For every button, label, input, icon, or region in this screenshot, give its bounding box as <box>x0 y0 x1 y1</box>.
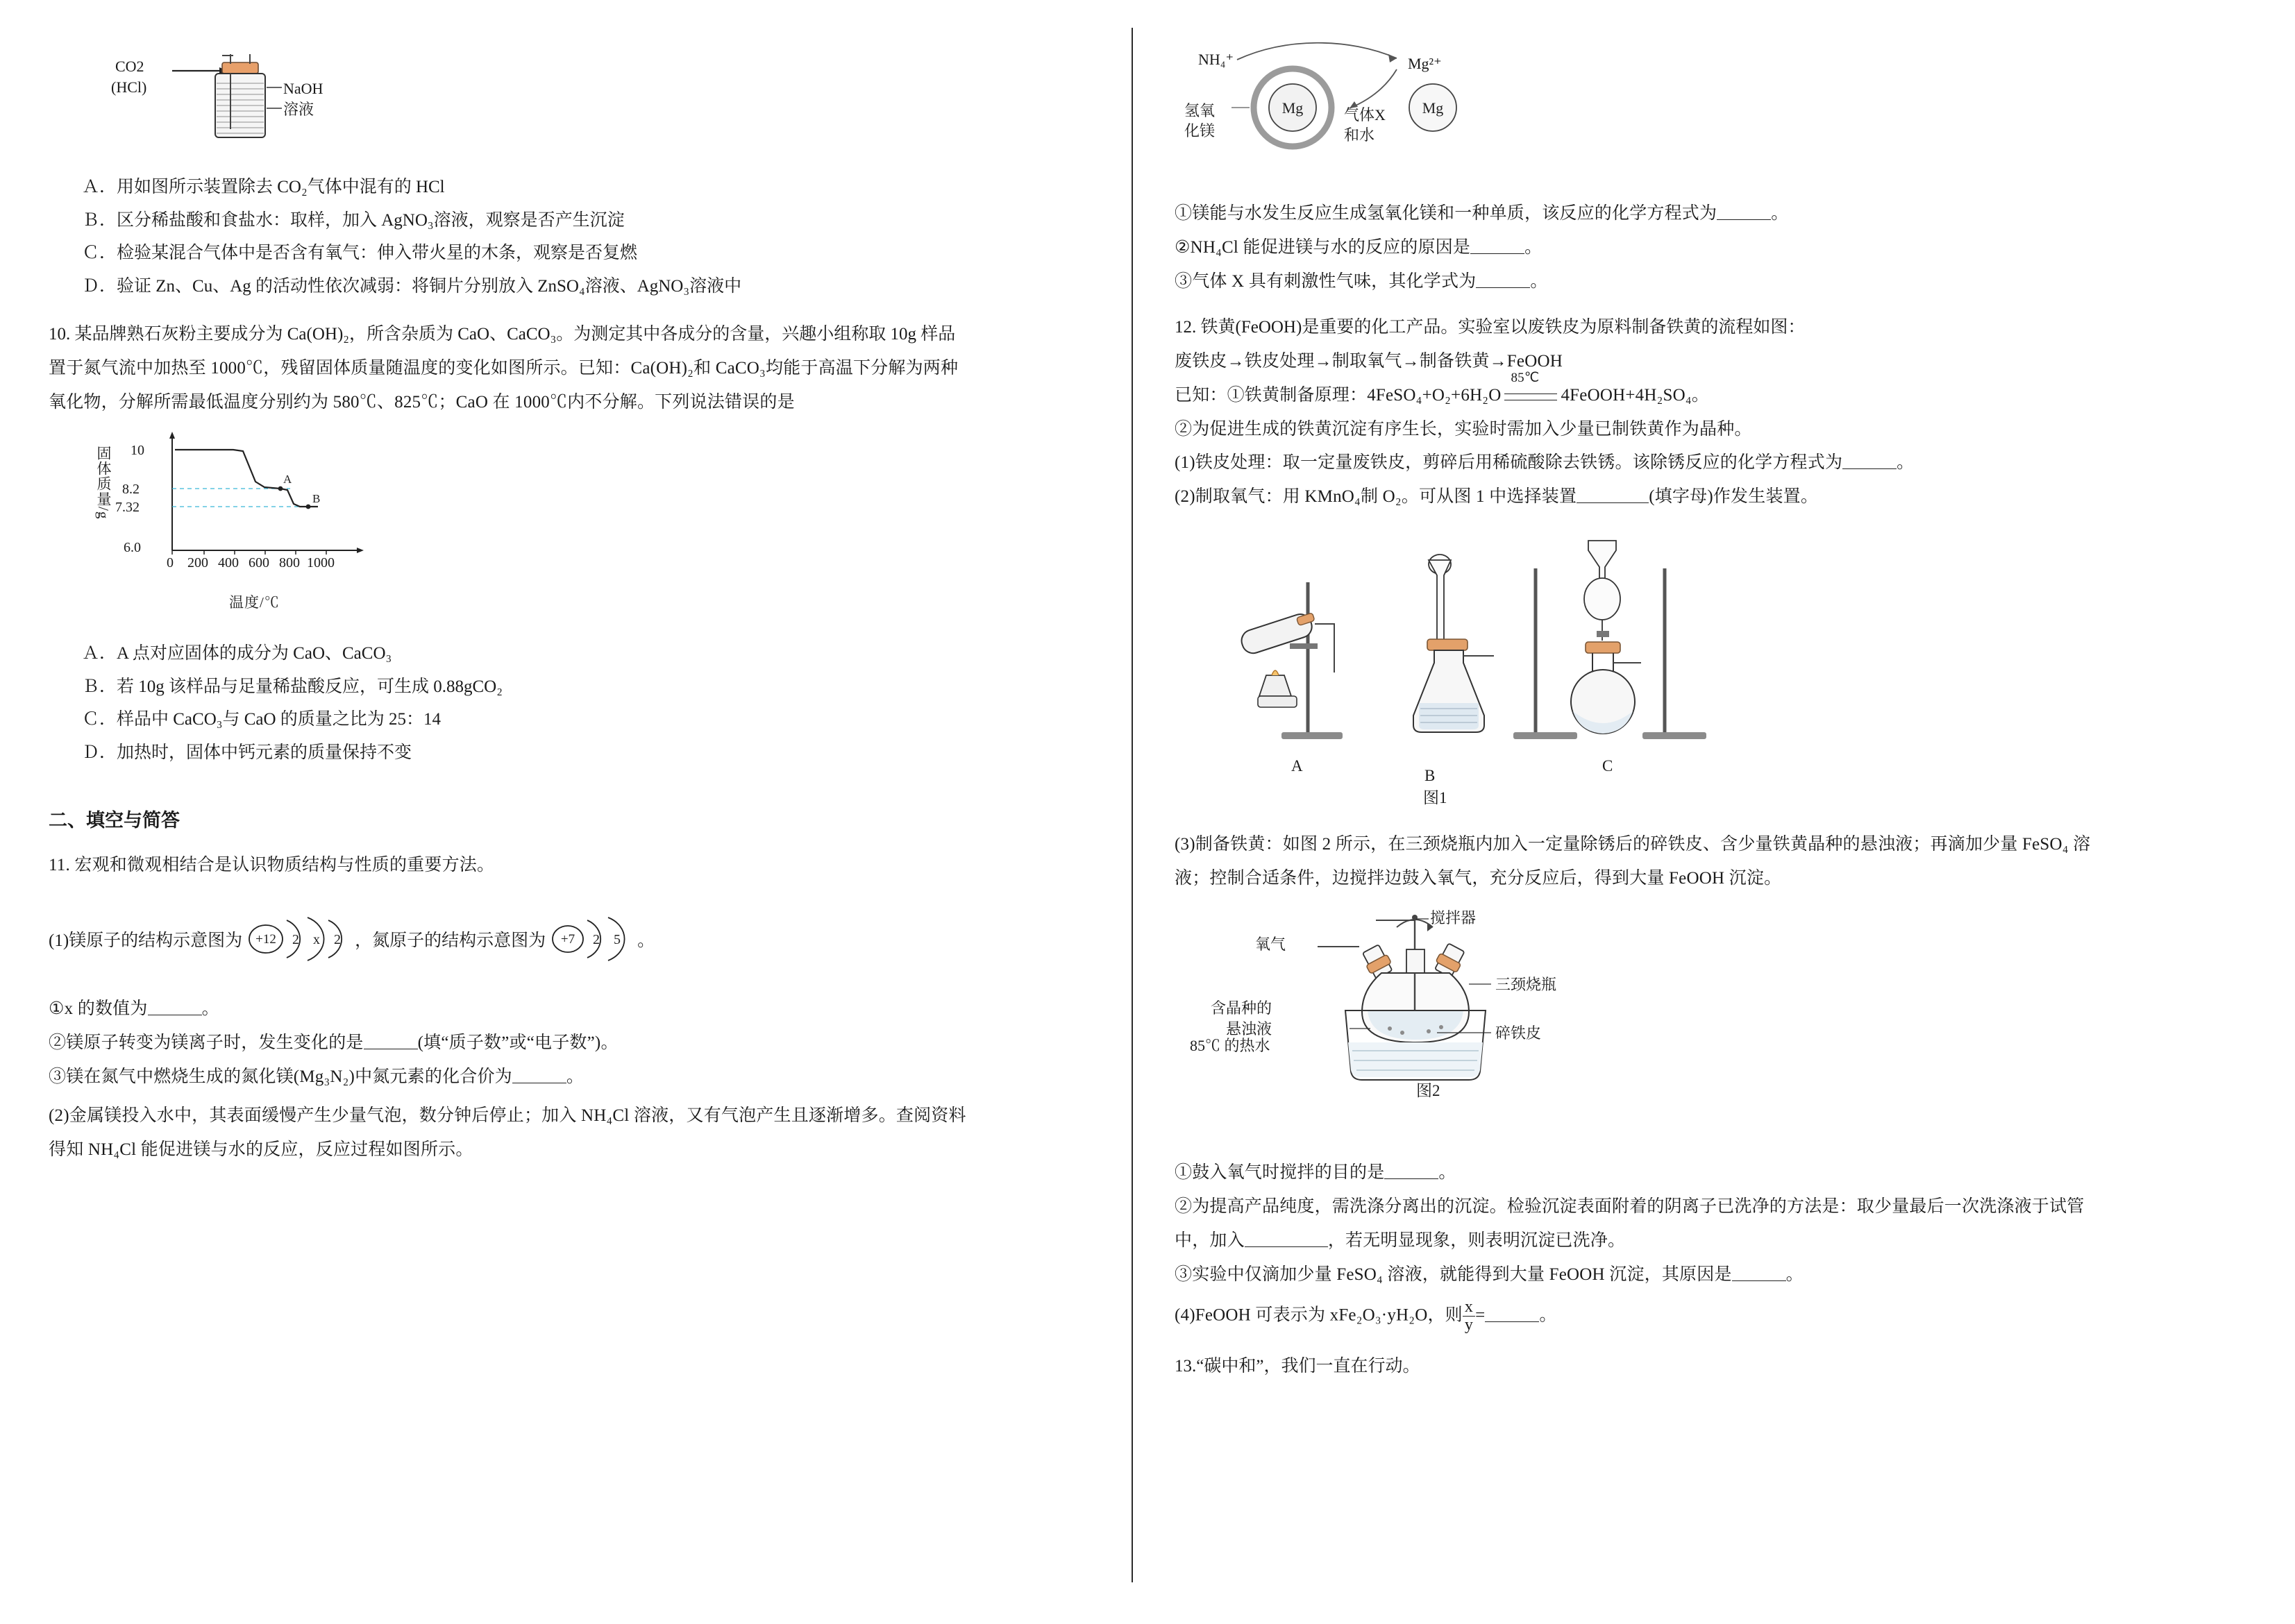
chart-ytick-8-2: 8.2 <box>122 482 140 498</box>
q11-sub1-blank[interactable] <box>148 997 202 1015</box>
q12-step2 <box>1175 480 2246 514</box>
chart-xtick-200: 200 <box>187 555 208 571</box>
label-co2: CO2 <box>115 58 144 75</box>
figure-three-neck-flask <box>1175 906 2246 1135</box>
label-mg-ion: Mg²⁺ <box>1408 55 1442 72</box>
q11-p2-line2: 得知 NH₄Cl 能促进镁与水的反应，反应过程如图所示。 <box>49 1140 473 1159</box>
q11-right-sub1-end: 。 <box>1771 204 1789 223</box>
q10-option-a: Ａ．A 点对应固体的成分为 CaO、CaCO₃ <box>82 644 392 663</box>
label-solution: 溶液 <box>283 101 314 118</box>
figure-mg-reaction <box>1175 42 2246 187</box>
svg-text:2: 2 <box>334 932 342 947</box>
label-magnesium-hydroxide: 氢氧 化镁 <box>1184 102 1216 139</box>
q9-option-a: Ａ．用如图所示装置除去 CO₂气体中混有的 HCl <box>82 178 445 196</box>
q11-right-sub1-blank[interactable] <box>1717 202 1771 220</box>
q12-known2: ②为促进生成的铁黄沉淀有序生长，实验时需加入少量已制铁黄作为晶种。 <box>1175 419 1752 439</box>
q12-sub2-line1: ②为提高产品纯度，需洗涤分离出的沉淀。检验沉淀表面附着的阴离子已洗净的方法是：取少量最后一次洗涤液于试管 <box>1175 1197 2085 1216</box>
q11-right-sub3-blank[interactable] <box>1476 270 1530 288</box>
chart-xtick-800: 800 <box>279 555 300 571</box>
q11-atom-diagram-row <box>49 901 1083 977</box>
q11-sub1 <box>49 992 1083 1026</box>
right-column <box>1133 0 2295 1624</box>
figure-gas-washing-bottle <box>111 42 1083 160</box>
q11-right-sub3-text: ③气体 X 具有刺激性气味，其化学式为 <box>1175 271 1477 291</box>
q11-text-a: (1)镁原子的结构示意图为 <box>49 931 243 950</box>
q11-sub3-end: 。 <box>566 1067 585 1086</box>
chart-xtick-0: 0 <box>167 555 174 571</box>
section-title-fill-in: 二、填空与简答 <box>49 810 180 831</box>
q12-sub4-text: (4)FeOOH 可表示为 xFe₂O₃·yH₂O，则 <box>1175 1305 1463 1325</box>
q12-sub2-text: 中，加入 <box>1175 1230 1245 1250</box>
q12-sub4-end: 。 <box>1539 1305 1557 1325</box>
label-hot-water: 85℃ 的热水 <box>1190 1037 1270 1055</box>
q12-sub4-blank[interactable] <box>1485 1304 1539 1322</box>
q11-sub1-text: ①x 的数值为 <box>49 999 148 1018</box>
chart-xtick-400: 400 <box>218 555 239 571</box>
svg-text:B: B <box>312 492 321 506</box>
atom-nitrogen-diagram <box>550 901 633 977</box>
svg-text:+12: +12 <box>255 932 277 947</box>
q11-stem: 11. 宏观和微观相结合是认识物质结构与性质的重要方法。 <box>49 856 495 875</box>
q12-stem: 12. 铁黄(FeOOH)是重要的化工产品。实验室以废铁皮为原料制备铁黄的流程如图： <box>1175 318 1806 337</box>
q12-sub3-blank[interactable] <box>1732 1263 1786 1281</box>
label-apparatus-c: C <box>1602 756 1613 775</box>
q12-sub1-text: ①鼓入氧气时搅拌的目的是 <box>1175 1163 1385 1183</box>
q12-known1-temperature: 85℃ <box>1511 370 1540 385</box>
q10-option-d: Ｄ．加热时，固体中钙元素的质量保持不变 <box>82 743 412 762</box>
caption-figure-1: 图1 <box>1423 788 1447 806</box>
label-three-neck-flask: 三颈烧瓶 <box>1495 976 1557 994</box>
q12-step1-blank[interactable] <box>1842 451 1897 469</box>
chart-ytick-6-0: 6.0 <box>124 540 141 556</box>
q10-option-b: Ｂ．若 10g 该样品与足量稀盐酸反应，可生成 0.88gCO₂ <box>82 677 503 696</box>
label-iron-scrap: 碎铁皮 <box>1495 1024 1542 1042</box>
q11-right-sub2-blank[interactable] <box>1470 236 1524 254</box>
q12-step1-text: (1)铁皮处理：取一定量废铁皮，剪碎后用稀硫酸除去铁锈。该除锈反应的化学方程式为 <box>1175 453 1843 473</box>
chart-xlabel: 温度/℃ <box>229 594 280 611</box>
label-suspension: 含晶种的 悬浊液 <box>1211 999 1272 1038</box>
q12-sub4-equals: = <box>1475 1305 1486 1325</box>
label-naoh: NaOH <box>283 80 323 97</box>
label-stirrer: 搅拌器 <box>1430 909 1477 927</box>
q12-sub3-text: ③实验中仅滴加少量 FeSO₄ 溶液，就能得到大量 FeOOH 沉淀，其原因是 <box>1175 1264 1732 1284</box>
svg-text:5: 5 <box>614 932 621 947</box>
q12-sub1-blank[interactable] <box>1384 1161 1438 1179</box>
q11-sub1-end: 。 <box>201 999 219 1018</box>
label-oxygen: 氧气 <box>1255 936 1286 954</box>
q12-step2-end: (填字母)作发生装置。 <box>1649 487 1819 506</box>
q11-sub2-text: ②镁原子转变为镁离子时，发生变化的是 <box>49 1033 364 1052</box>
q12-known1 <box>1175 370 2246 413</box>
svg-text:2: 2 <box>292 932 300 947</box>
chart-xtick-1000: 1000 <box>307 555 335 571</box>
q10-stem-line2: 置于氮气流中加热至 1000℃，残留固体质量随温度的变化如图所示。已知：Ca(OH)₂和 CaCO₃均能于高温下分解为两种 <box>49 358 959 378</box>
q11-sub3-blank[interactable] <box>512 1065 566 1083</box>
q11-sub2-blank[interactable] <box>364 1031 418 1049</box>
label-nh4-ion: NH₄⁺ <box>1198 51 1234 68</box>
q12-sub3 <box>1175 1258 2246 1292</box>
svg-text:A: A <box>283 473 292 487</box>
q12-sub1 <box>1175 1156 2246 1190</box>
svg-text:Mg: Mg <box>1281 99 1304 117</box>
left-column <box>0 0 1132 1624</box>
q12-known1-b: 4FeOOH+4H₂SO₄。 <box>1561 385 1709 405</box>
q11-right-sub1-text: ①镁能与水发生反应生成氢氧化镁和一种单质，该反应的化学方程式为 <box>1175 204 1717 223</box>
figure-mass-temperature-chart <box>97 429 486 609</box>
q12-sub2-blank[interactable] <box>1245 1229 1328 1247</box>
fraction-x-over-y <box>1463 1299 1475 1334</box>
q11-text-c: 。 <box>637 931 655 950</box>
label-gas-x-and-water: 气体X 和水 <box>1344 106 1386 144</box>
fraction-numerator: x <box>1463 1299 1475 1317</box>
q12-sub2-line2 <box>1175 1224 2246 1258</box>
chart-ylabel: 固体质量/g <box>95 446 112 520</box>
q10-stem-line1: 10. 某品牌熟石灰粉主要成分为 Ca(OH)₂，所含杂质为 CaO、CaCO₃。为测定其中各成分的含量，兴趣小组称取 10g 样品 <box>49 325 956 344</box>
q12-step2-text: (2)制取氧气：用 KMnO₄制 O₂。可从图 1 中选择装置 <box>1175 487 1577 506</box>
q12-sub2-end: ，若无明显现象，则表明沉淀已洗净。 <box>1327 1230 1626 1250</box>
svg-text:2: 2 <box>593 932 600 947</box>
atom-magnesium-diagram <box>246 901 351 977</box>
q9-option-d: Ｄ．验证 Zn、Cu、Ag 的活动性依次减弱：将铜片分别放入 ZnSO₄溶液、AgNO₃溶液中 <box>82 276 742 296</box>
svg-text:Mg: Mg <box>1422 99 1444 117</box>
fraction-denominator: y <box>1464 1316 1474 1335</box>
q11-right-sub2-text: ②NH₄Cl 能促进镁与水的反应的原因是 <box>1175 237 1471 257</box>
q12-step3-line2: 液；控制合适条件，边搅拌边鼓入氧气，充分反应后，得到大量 FeOOH 沉淀。 <box>1175 868 1782 888</box>
q12-flow: 废铁皮→铁皮处理→制取氧气→制备铁黄→FeOOH <box>1175 352 1563 371</box>
label-apparatus-b: B <box>1424 766 1436 784</box>
chart-ytick-7-32: 7.32 <box>115 500 140 516</box>
q12-sub4 <box>1175 1299 2246 1334</box>
svg-text:x: x <box>313 932 321 947</box>
caption-figure-2: 图2 <box>1416 1082 1440 1100</box>
q12-step2-blank[interactable] <box>1577 485 1649 503</box>
q12-sub3-end: 。 <box>1785 1264 1804 1284</box>
q11-text-b: ，氮原子的结构示意图为 <box>355 931 546 950</box>
q9-option-c: Ｃ．检验某混合气体中是否含有氧气：伸入带火星的木条，观察是否复燃 <box>82 244 638 262</box>
q12-known-label: 已知： <box>1175 385 1227 405</box>
q11-p2-line1: (2)金属镁投入水中，其表面缓慢产生少量气泡，数分钟后停止；加入 NH₄Cl 溶液，又有气泡产生且逐渐增多。查阅资料 <box>49 1106 966 1126</box>
q11-right-sub1 <box>1175 197 2246 231</box>
q11-sub2 <box>49 1026 1083 1060</box>
label-apparatus-a: A <box>1291 756 1303 775</box>
q12-known1-a: ①铁黄制备原理：4FeSO₄+O₂+6H₂O <box>1227 385 1502 405</box>
q11-sub3 <box>49 1060 1083 1094</box>
q12-step1-end: 。 <box>1897 453 1915 473</box>
q12-sub1-end: 。 <box>1438 1163 1456 1183</box>
q10-option-c: Ｃ．样品中 CaCO₃与 CaO 的质量之比为 25：14 <box>82 710 442 729</box>
q11-right-sub2 <box>1175 231 2246 265</box>
q12-step3-line1: (3)制备铁黄：如图 2 所示，在三颈烧瓶内加入一定量除锈后的碎铁皮、含少量铁黄晶种的悬浊液；再滴加少量 FeSO₄ 溶 <box>1175 834 2091 854</box>
q13-stem: 13.“碳中和”，我们一直在行动。 <box>1175 1356 1420 1376</box>
svg-text:+7: +7 <box>561 932 575 947</box>
q12-step1 <box>1175 446 2246 480</box>
q11-right-sub3-end: 。 <box>1530 271 1548 291</box>
q11-sub3-text: ③镁在氮气中燃烧生成的氮化镁(Mg₃N₂)中氮元素的化合价为 <box>49 1067 512 1086</box>
q9-option-b: Ｂ．区分稀盐酸和食盐水：取样，加入 AgNO₃溶液，观察是否产生沉淀 <box>82 210 625 230</box>
q11-sub2-end: (填“质子数”或“电子数”)。 <box>417 1033 619 1052</box>
q10-stem-line3: 氧化物，分解所需最低温度分别约为 580℃、825℃；CaO 在 1000℃内不分解。下列说法错误的是 <box>49 392 795 412</box>
chart-ytick-10: 10 <box>131 443 144 459</box>
q11-right-sub2-end: 。 <box>1524 237 1542 257</box>
figure-gas-generators <box>1175 527 2246 804</box>
label-hcl: (HCl) <box>111 78 147 96</box>
chart-xtick-600: 600 <box>249 555 269 571</box>
q11-right-sub3 <box>1175 265 2246 299</box>
